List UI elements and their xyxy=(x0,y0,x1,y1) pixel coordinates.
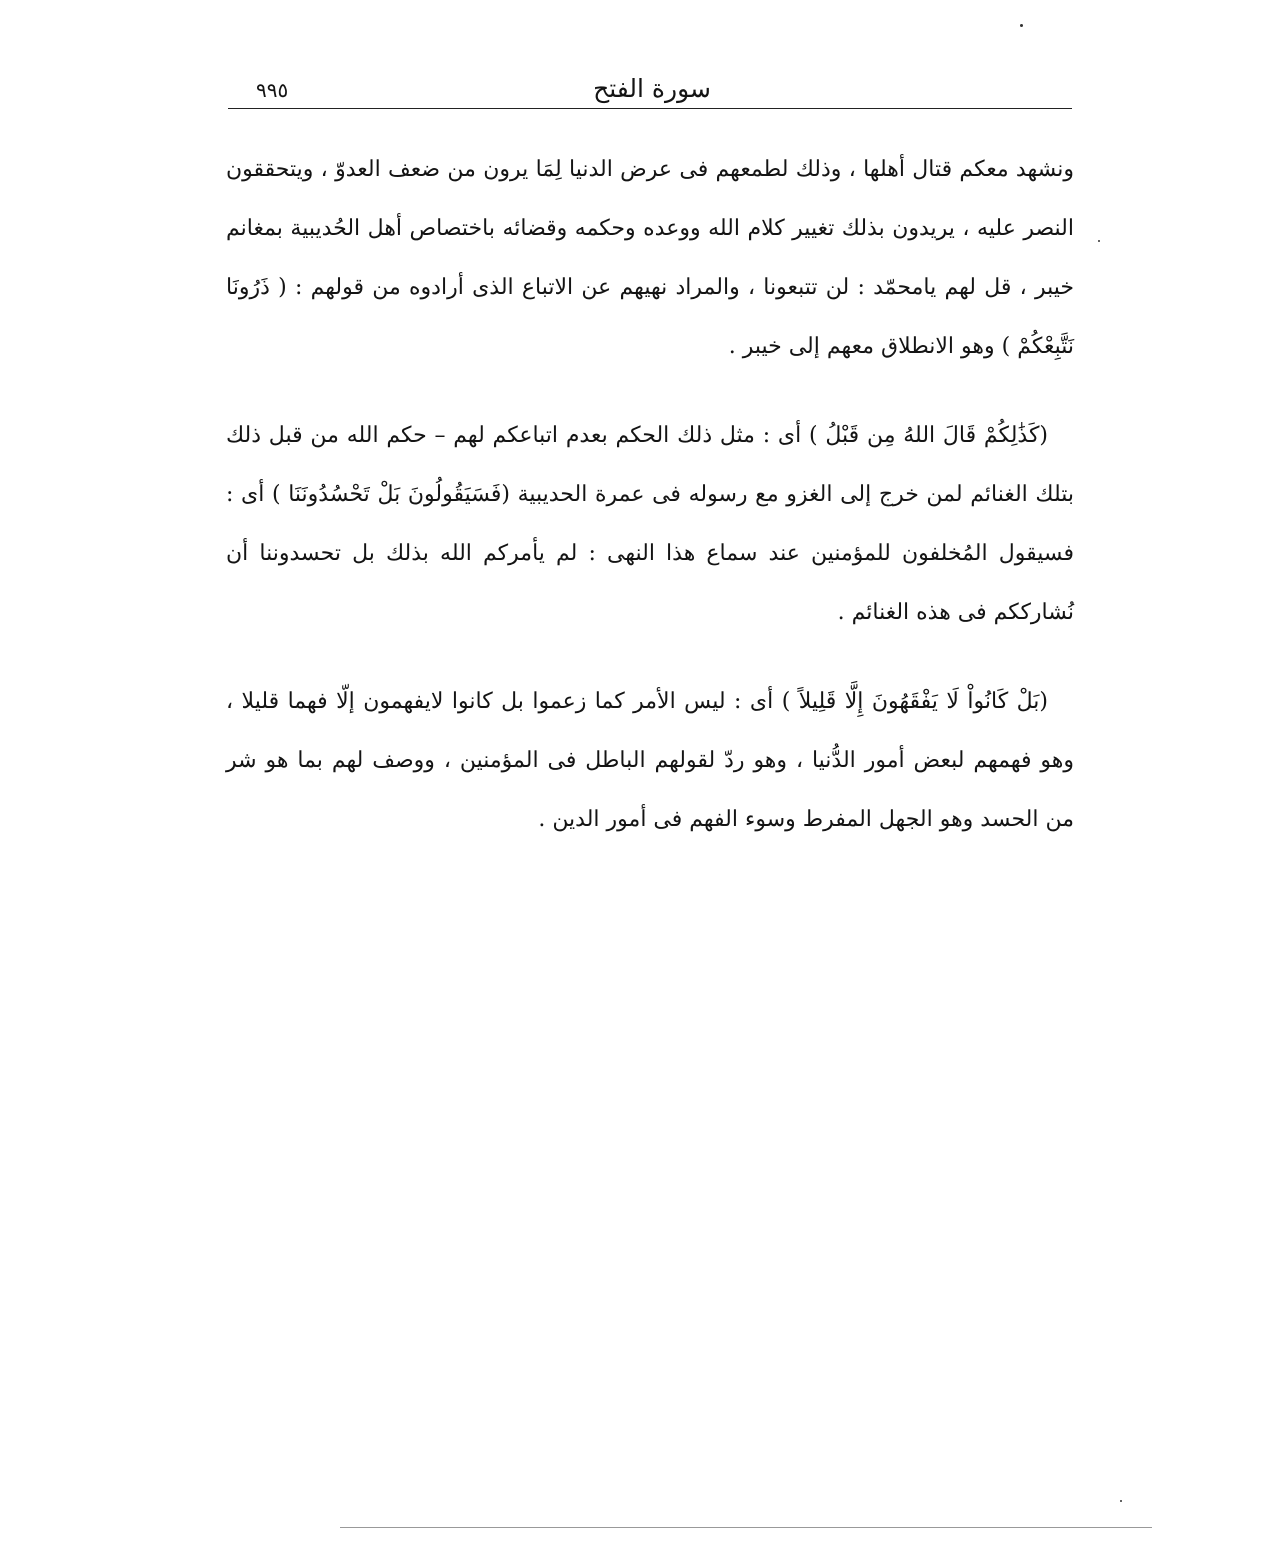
surah-title: سورة الفتح xyxy=(593,74,711,103)
paragraph-1-text: ونشهد معكم قتال أهلها ، وذلك لطمعهم فى عرض الدنيا لِمَا يرون من ضعف العدوّ ، ويتحققون النصر عليه ، يريدون بذلك تغيير كلام الله ووعده وحكمه وقضائه باختصاص أهل الحُديبية بمغانم خيبر ، قل لهم يامحمّد : لن تتبعونا ، والمراد نهيهم عن الاتباع الذى أرادوه من قولهم : ( ذَرُونَا نَتَّبِعْكُمْ ) وهو الانطلاق معهم إلى خيبر . xyxy=(226,157,1074,359)
page-number: ٩٩٥ xyxy=(256,78,289,102)
paragraph-2 xyxy=(226,406,1074,642)
scan-speck xyxy=(1020,24,1023,27)
footer-scan-line xyxy=(340,1527,1152,1528)
header-divider xyxy=(228,108,1072,109)
scan-speck xyxy=(1120,1500,1122,1502)
page-header xyxy=(232,70,1072,110)
paragraph-3 xyxy=(226,672,1074,849)
paragraph-2-text: (كَذَٰلِكُمْ قَالَ اللهُ مِن قَبْلُ ) أى : مثل ذلك الحكم بعدم اتباعكم لهم – حكم الله من قبل ذلك بتلك الغنائم لمن خرج إلى الغزو مع رسوله فى عمرة الحديبية (فَسَيَقُولُونَ بَلْ تَحْسُدُونَنَا ) أى : فسيقول المُخلفون للمؤمنين عند سماع هذا النهى : لم يأمركم الله بذلك بل تحسدوننا أن نُشارككم فى هذه الغنائم . xyxy=(226,423,1074,625)
scan-speck xyxy=(1098,240,1100,242)
paragraph-3-text: (بَلْ كَانُواْ لَا يَفْقَهُونَ إِلَّا قَلِيلاً ) أى : ليس الأمر كما زعموا بل كانوا لايفهمون إلّا فهما قليلا ، وهو فهمهم لبعض أمور الدُّنيا ، وهو ردّ لقولهم الباطل فى المؤمنين ، ووصف لهم بما هو شر من الحسد وهو الجهل المفرط وسوء الفهم فى أمور الدين . xyxy=(226,689,1074,832)
paragraph-1 xyxy=(226,140,1074,376)
body-text xyxy=(226,140,1074,849)
